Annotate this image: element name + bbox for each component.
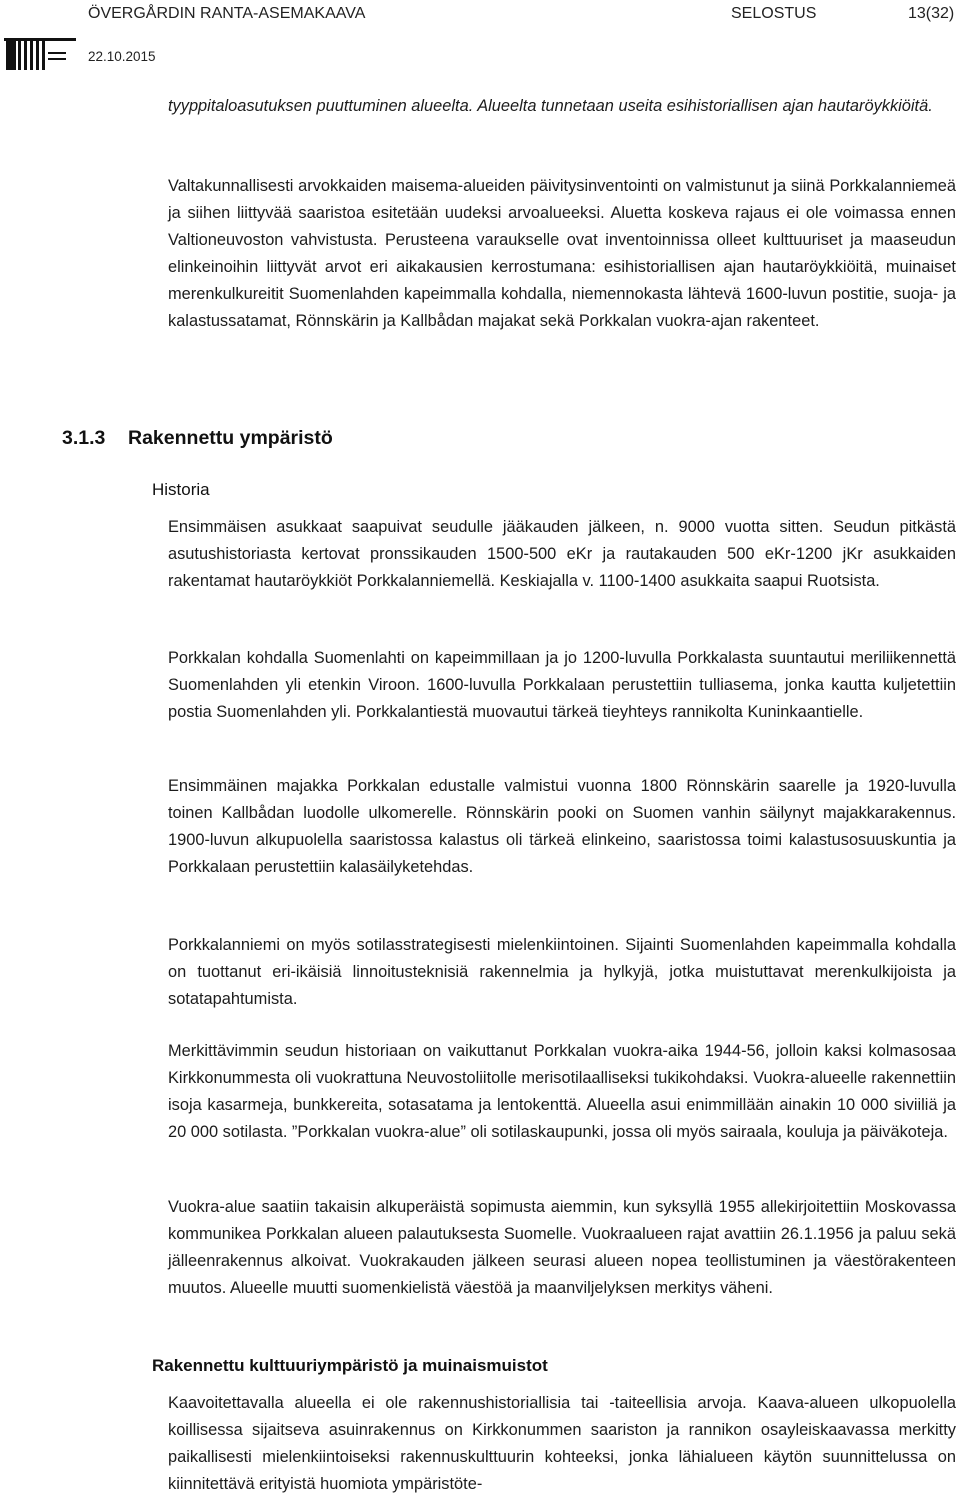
history-paragraph: Vuokra-alue saatiin takaisin alkuperäistä sopimusta aiemmin, kun syksyllä 1955 allekirjoitettiin Moskovassa kommunikea Porkkalan alueen palautuksesta Suomelle. Vuokraalueen rajat avattiin 26.1.1956 ja paluu sekä jälleenrakennus alkoivat. Vuokrakauden jälkeen seurasi alueen nopea teollistuminen ja väestörakenteen muutos. Alueelle muutti suomenkielistä väestöä ja maanviljelyksen merkitys väheni. xyxy=(168,1198,956,1297)
document-section: SELOSTUS xyxy=(731,5,817,22)
heritage-paragraph: Kaavoitettavalla alueella ei ole rakennushistoriallisia tai -taiteellisia arvoja. Kaava-alueen ulkopuolella koillisessa sijaitseva asuinrakennus on Kirkkonummen saariston ja rannikon osayleiskaavassa merkitty paikallisesti mielenkiintoiseksi rakennuskulttuurin kohteeksi, jonka lähialueen käytön suunnittelussa on kiinnitettävä erityistä huomiota ympäristöte- xyxy=(168,1394,956,1493)
document-date: 22.10.2015 xyxy=(88,49,156,64)
heritage-heading: Rakennettu kulttuuriympäristö ja muinaismuistot xyxy=(152,1356,548,1375)
history-heading: Historia xyxy=(152,480,210,499)
history-paragraph: Ensimmäinen majakka Porkkalan edustalle valmistui vuonna 1800 Rönnskärin saarelle ja 1920-luvulla toinen Kallbådan luodolle ulkomerelle. Rönnskärin pooki on Suomen vanhin säilynyt majakkarakennus. 1900-luvun alkupuolella saaristossa kalastus oli tärkeä elinkeino, saaristossa toimi kalastusosuuskuntia ja Porkkalaan perustettiin kalasäilyketehdas. xyxy=(168,777,956,876)
intro-continuation: tyyppitaloasutuksen puuttuminen alueelta. Alueelta tunnetaan useita esihistoriallisen ajan hautaröykkiöitä. xyxy=(168,97,933,115)
firm-logo-icon xyxy=(4,38,76,70)
section-heading xyxy=(62,425,333,451)
history-paragraph: Merkittävimmin seudun historiaan on vaikuttanut Porkkalan vuokra-aika 1944-56, jolloin kaksi kolmasosaa Kirkkonummesta oli vuokrattuna Neuvostoliitolle merisotilaalliseksi tukikohdaksi. Vuokra-alueelle rakennettiin isoja kasarmeja, bunkkereita, sotasatama ja lentokenttä. Alueella asui enimmillään ainakin 10 000 siviiliä ja 20 000 sotilasta. ”Porkkalan vuokra-alue” oli sotilaskaupunki, jossa oli myös sairaala, kouluja ja päiväkoteja. xyxy=(168,1042,956,1141)
landscape-paragraph: Valtakunnallisesti arvokkaiden maisema-alueiden päivitysinventointi on valmistunut ja siinä Porkkalanniemeä ja siihen liittyvää saaristoa esitetään uudeksi arvoalueeksi. Aluetta koskeva rajaus ei ole voimassa ennen Valtioneuvoston vahvistusta. Perusteena varaukselle ovat inventoinnissa olleet kulttuuriset ja maaseudun elinkeinoihin liittyvät arvot eri aikakausien kerrostumana: esihistoriallisen ajan hautaröykkiöitä, muinaiset merenkulkureitit Suomenlahden kapeimmalla kohdalla, niemennokasta lähtevä 1600-luvun postitie, suoja- ja kalastussatamat, Rönnskärin ja Kallbådan majakat sekä Porkkalan vuokra-ajan rakenteet. xyxy=(168,177,956,330)
history-paragraph: Porkkalan kohdalla Suomenlahti on kapeimmillaan ja jo 1200-luvulla Porkkalasta suuntautui meriliikennettä Suomenlahden yli etenkin Viroon. 1600-luvulla Porkkalaan perustettiin tulliasema, jonka kautta kuljetettiin postia Suomenlahden yli. Porkkalantiestä muovautui tärkeä tieyhteys rannikolta Kuninkaantielle. xyxy=(168,649,956,721)
section-title: Rakennettu ympäristö xyxy=(128,427,333,449)
history-paragraph: Ensimmäisen asukkaat saapuivat seudulle jääkauden jälkeen, n. 9000 vuotta sitten. Seudun pitkästä asutushistoriasta kertovat pronssikauden 1500-500 eKr ja rautakauden 500 eKr-1200 jKr asukkaiden rakentamat hautaröykkiöt Porkkalanniemellä. Keskiajalla v. 1100-1400 asukkaita saapui Ruotsista. xyxy=(168,518,956,590)
section-number: 3.1.3 xyxy=(62,427,106,449)
page-number: 13(32) xyxy=(908,5,955,22)
document-title: ÖVERGÅRDIN RANTA-ASEMAKAAVA xyxy=(88,5,366,22)
page-header xyxy=(0,0,960,70)
history-paragraph: Porkkalanniemi on myös sotilasstrategisesti mielenkiintoinen. Sijainti Suomenlahden kapeimmalla kohdalla on tuottanut eri-ikäisiä linnoitusteknisiä rakennelmia ja hylkyjä, jotka muistuttavat merenkulkijoista ja sotatapahtumista. xyxy=(168,936,956,1008)
